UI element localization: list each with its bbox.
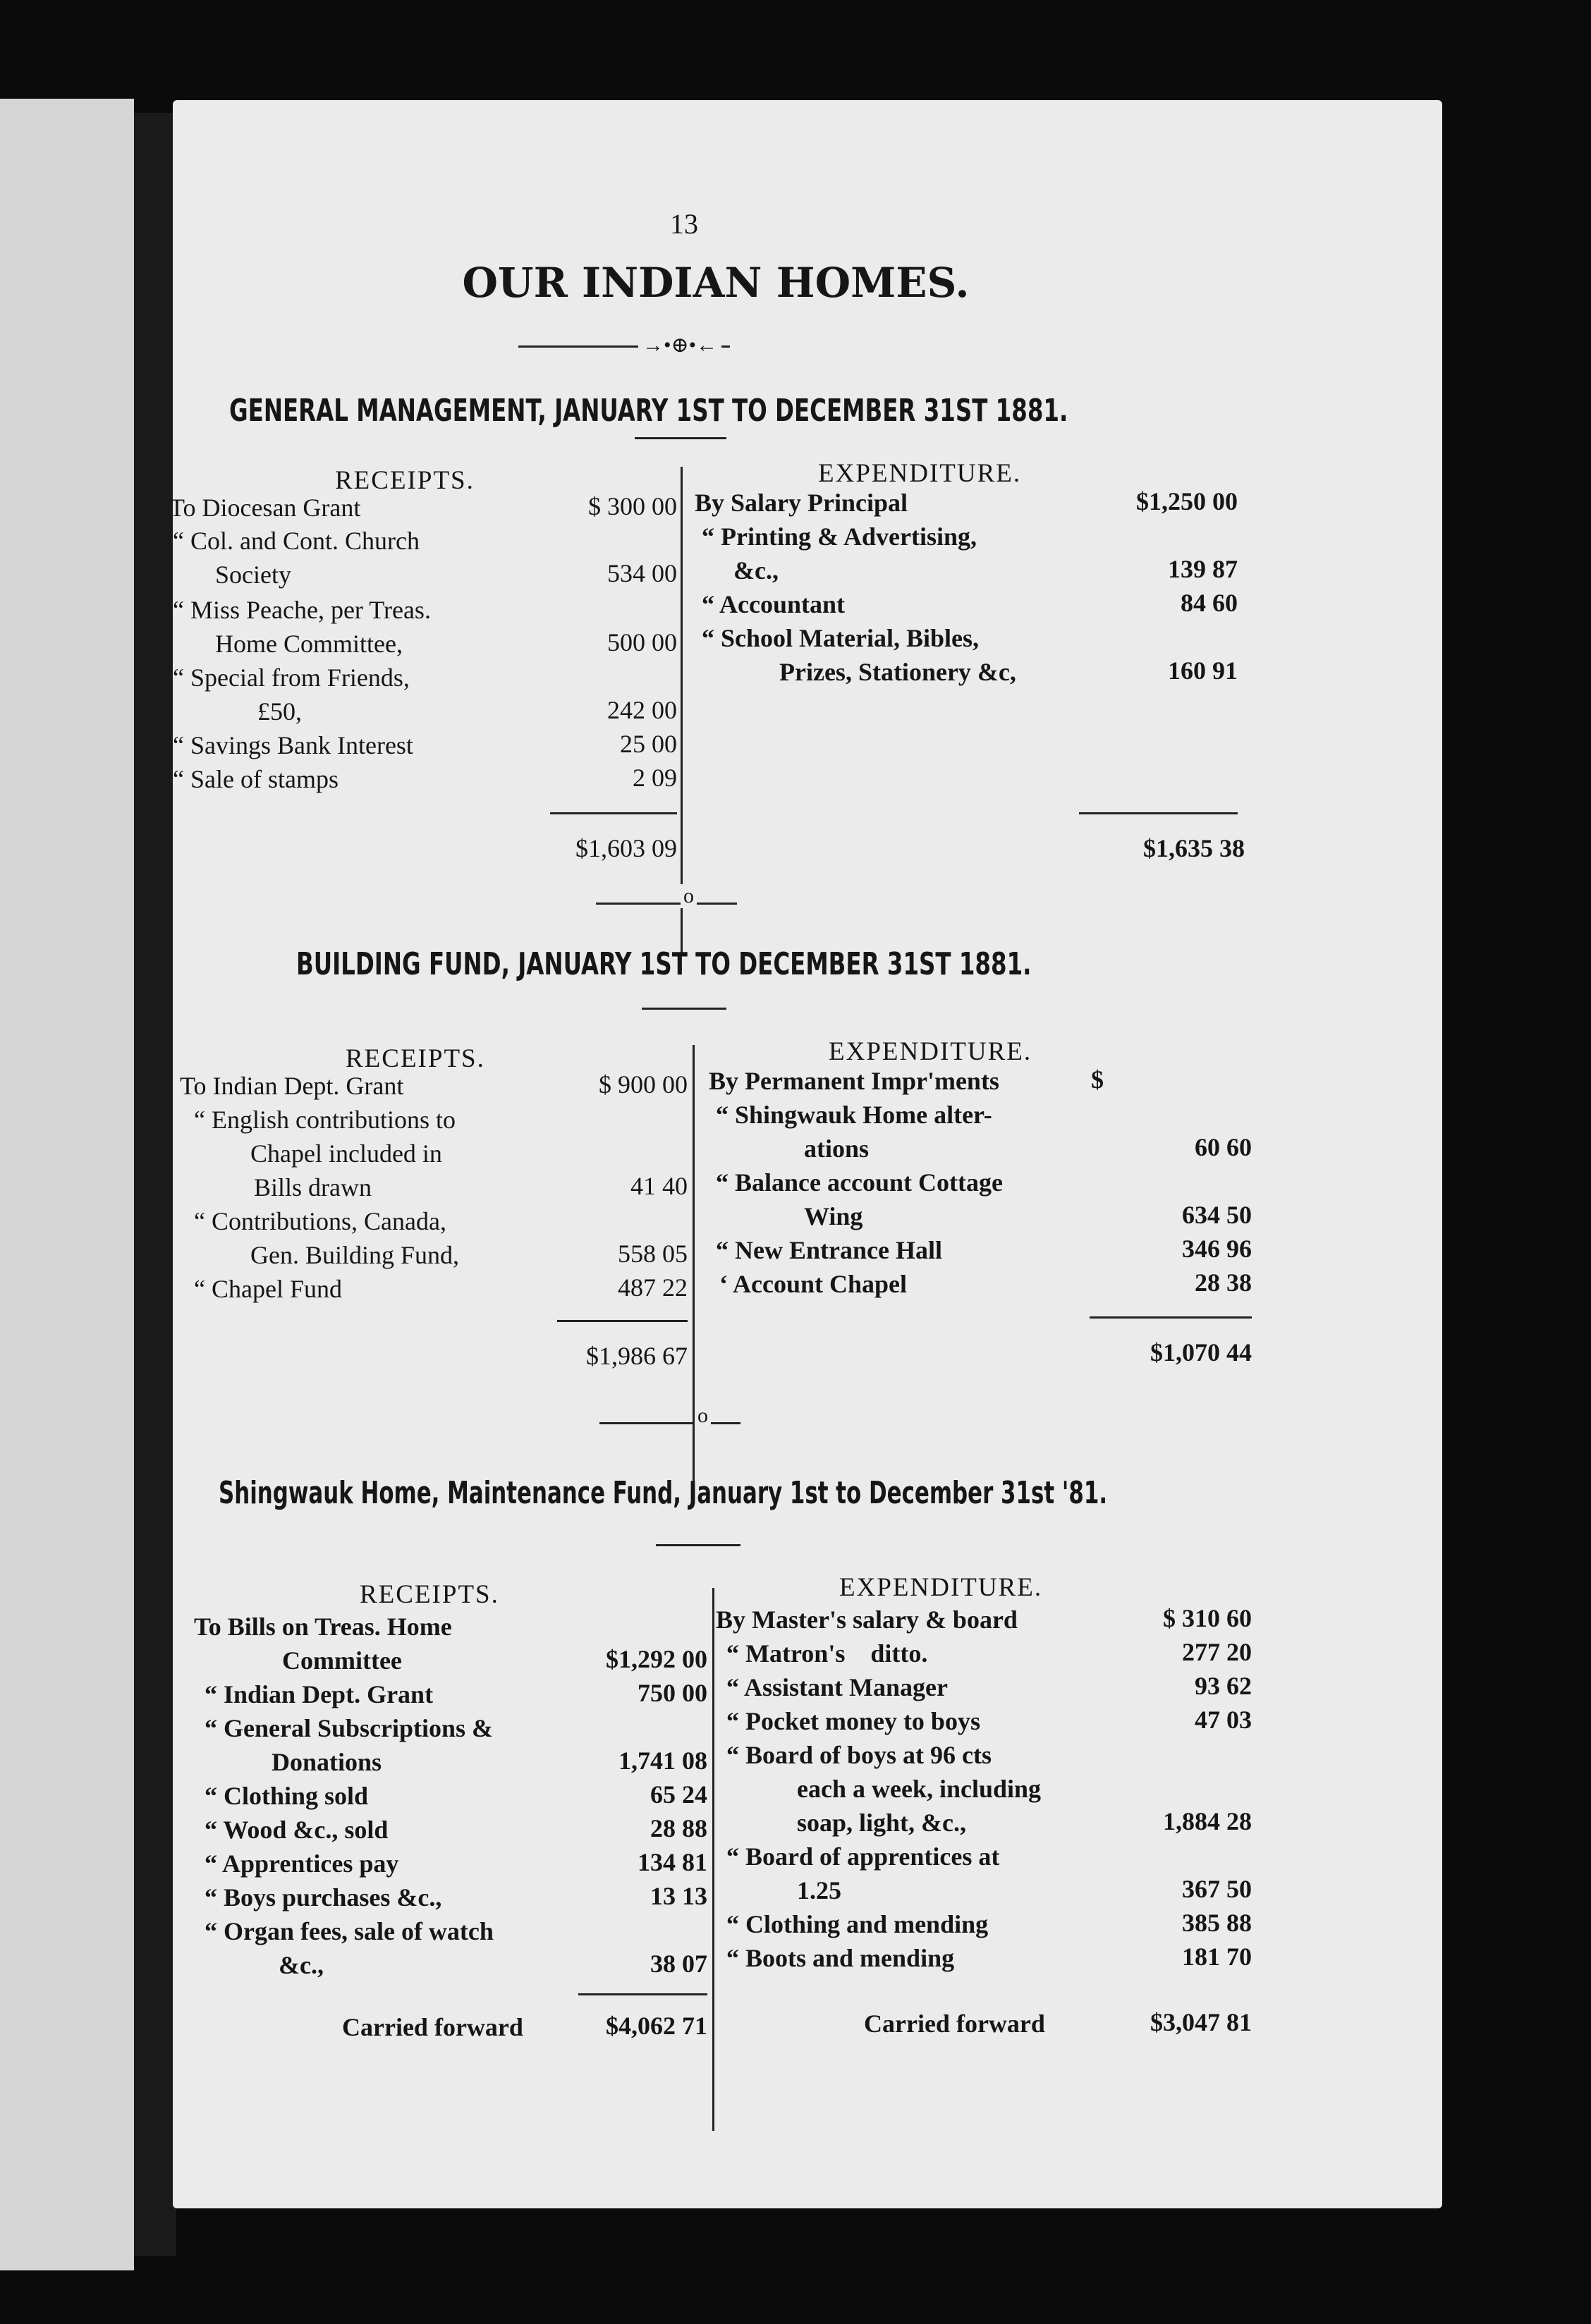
receipt-line: Committee	[282, 1646, 402, 1675]
expenditure-amount: $1,250 00	[1136, 487, 1238, 515]
receipt-line: Home Committee,	[215, 630, 403, 658]
receipt-amount: 500 00	[607, 628, 677, 656]
expenditure-amount: 181 70	[1182, 1943, 1252, 1971]
receipt-amount: $ 900 00	[599, 1070, 688, 1099]
expenditure-amount: 47 03	[1195, 1706, 1252, 1734]
receipt-line: “ Sale of stamps	[173, 765, 339, 793]
receipt-amount: 28 88	[650, 1814, 707, 1842]
expenditure-amount: 160 91	[1168, 656, 1238, 685]
receipts-total: $4,062 71	[606, 2012, 707, 2040]
receipt-amount: 242 00	[607, 696, 677, 724]
carried-forward-label: Carried forward	[342, 2013, 523, 2041]
receipt-amount: 38 07	[650, 1950, 707, 1978]
expenditure-total: $1,070 44	[1150, 1338, 1252, 1366]
receipt-line: “ Apprentices pay	[205, 1849, 399, 1878]
receipt-line: “ English contributions to	[194, 1106, 456, 1134]
section-separator	[599, 1422, 740, 1424]
receipt-line: “ Clothing sold	[205, 1782, 369, 1810]
expenditure-amount: 84 60	[1181, 589, 1238, 617]
receipt-line: “ Savings Bank Interest	[173, 731, 413, 759]
receipt-line: Gen. Building Fund,	[250, 1241, 460, 1269]
section-heading-general-management: GENERAL MANAGEMENT, JANUARY 1ST TO DECEMBER 31ST 1881.	[229, 393, 1068, 429]
receipts-total: $1,603 09	[575, 834, 677, 862]
receipt-amount: 487 22	[618, 1273, 688, 1302]
receipt-line: “ Special from Friends,	[173, 663, 410, 692]
receipt-line: “ Chapel Fund	[194, 1275, 342, 1303]
expenditure-amount: 60 60	[1195, 1133, 1252, 1161]
receipt-line: “ Miss Peache, per Treas.	[173, 596, 431, 624]
expenditure-line: “ Printing & Advertising,	[702, 522, 977, 551]
expenditure-line: soap, light, &c.,	[797, 1809, 967, 1837]
expenditure-heading: EXPENDITURE.	[829, 1037, 1032, 1066]
receipt-amount: 1,741 08	[618, 1747, 707, 1775]
page-edge-shadow	[134, 113, 176, 2256]
column-divider	[712, 1588, 714, 2131]
receipt-line: &c.,	[279, 1951, 324, 1979]
receipt-line: To Diocesan Grant	[169, 494, 361, 522]
receipt-amount: $1,292 00	[606, 1645, 707, 1673]
receipt-amount: 25 00	[620, 730, 677, 758]
adjacent-page-spine	[0, 99, 134, 2270]
expenditure-line: “ Accountant	[702, 590, 846, 618]
receipt-amount: 65 24	[650, 1780, 707, 1809]
title-ornament: →•⊕•←	[638, 333, 721, 357]
expenditure-line: “ School Material, Bibles,	[702, 624, 979, 652]
page-number: 13	[670, 208, 698, 240]
receipts-total: $1,986 67	[586, 1342, 688, 1370]
expenditure-line: “ Board of apprentices at	[726, 1842, 1000, 1871]
total-rule	[550, 812, 677, 814]
expenditure-line: By Master's salary & board	[716, 1606, 1018, 1634]
receipt-line: “ Col. and Cont. Church	[173, 527, 420, 555]
expenditure-line: By Permanent Impr'ments	[709, 1067, 999, 1095]
expenditure-amount: 634 50	[1182, 1201, 1252, 1229]
receipt-amount: 41 40	[630, 1172, 688, 1200]
expenditure-heading: EXPENDITURE.	[839, 1573, 1043, 1602]
expenditure-line: “ Balance account Cottage	[716, 1168, 1003, 1197]
expenditure-amount: 367 50	[1182, 1875, 1252, 1903]
receipt-line: “ Indian Dept. Grant	[205, 1680, 434, 1708]
expenditure-line: Wing	[804, 1202, 863, 1230]
expenditure-line: By Salary Principal	[695, 489, 908, 517]
receipt-amount: 750 00	[638, 1679, 707, 1707]
expenditure-line: “ Clothing and mending	[726, 1910, 989, 1938]
total-rule	[557, 1320, 688, 1322]
total-rule	[578, 1993, 707, 1995]
receipt-line: Donations	[272, 1748, 382, 1776]
separator-mark: o	[695, 1404, 711, 1428]
receipt-amount: 2 09	[633, 764, 677, 792]
section-heading-building-fund: BUILDING FUND, JANUARY 1ST TO DECEMBER 31ST 1881.	[296, 946, 1032, 982]
receipt-line: To Indian Dept. Grant	[180, 1072, 404, 1100]
expenditure-total: $1,635 38	[1143, 834, 1245, 862]
receipt-line: £50,	[257, 697, 302, 726]
expenditure-amount: 93 62	[1195, 1672, 1252, 1700]
receipt-amount: $ 300 00	[588, 492, 677, 520]
receipt-line: Society	[215, 561, 291, 589]
expenditure-amount: 277 20	[1182, 1638, 1252, 1666]
receipt-line: To Bills on Treas. Home	[194, 1613, 452, 1641]
document-page	[169, 100, 1442, 2208]
receipt-line: “ General Subscriptions &	[205, 1714, 494, 1742]
expenditure-line: “ Shingwauk Home alter-	[716, 1101, 992, 1129]
expenditure-line: 1.25	[797, 1876, 841, 1904]
receipt-amount: 13 13	[650, 1882, 707, 1910]
expenditure-amount: 139 87	[1168, 555, 1238, 583]
expenditure-line: ations	[804, 1135, 870, 1163]
expenditure-heading: EXPENDITURE.	[818, 459, 1022, 488]
receipts-heading: RECEIPTS.	[335, 466, 475, 495]
section-heading-maintenance-fund: Shingwauk Home, Maintenance Fund, January 1st to December 31st '81.	[219, 1475, 1108, 1511]
expenditure-line: “ Board of boys at 96 cts	[726, 1741, 992, 1769]
expenditure-amount: 385 88	[1182, 1909, 1252, 1937]
expenditure-amount: $ 310 60	[1163, 1604, 1252, 1632]
total-rule	[1090, 1316, 1252, 1319]
expenditure-amount: 1,884 28	[1163, 1807, 1252, 1835]
section-separator	[596, 903, 737, 905]
receipt-line: Chapel included in	[250, 1139, 442, 1168]
expenditure-line: Prizes, Stationery &c,	[779, 658, 1016, 686]
expenditure-total: $3,047 81	[1150, 2008, 1252, 2036]
expenditure-line: “ Pocket money to boys	[726, 1707, 980, 1735]
receipt-line: “ Boys purchases &c.,	[205, 1883, 442, 1912]
expenditure-line: “ Assistant Manager	[726, 1673, 948, 1701]
receipt-line: “ Contributions, Canada,	[194, 1207, 446, 1235]
total-rule	[1079, 812, 1238, 814]
receipt-line: “ Organ fees, sale of watch	[205, 1917, 494, 1945]
expenditure-line: “ Boots and mending	[726, 1944, 955, 1972]
receipt-line: Bills drawn	[254, 1173, 372, 1201]
column-divider	[681, 467, 683, 953]
receipt-amount: 134 81	[638, 1848, 707, 1876]
receipts-heading: RECEIPTS.	[360, 1580, 499, 1609]
expenditure-line: ‘ Account Chapel	[719, 1270, 908, 1298]
page-title: OUR INDIAN HOMES.	[462, 259, 970, 307]
receipt-amount: 534 00	[607, 559, 677, 587]
separator-mark: o	[681, 884, 697, 908]
expenditure-line: “ New Entrance Hall	[716, 1236, 942, 1264]
expenditure-amount: 346 96	[1182, 1235, 1252, 1263]
section-rule	[642, 1008, 726, 1010]
section-rule	[656, 1544, 740, 1546]
expenditure-amount: 28 38	[1195, 1268, 1252, 1297]
expenditure-line: each a week, including	[797, 1775, 1042, 1803]
receipt-line: “ Wood &c., sold	[205, 1816, 389, 1844]
expenditure-amount: $	[1091, 1065, 1104, 1094]
section-rule	[635, 437, 726, 439]
carried-forward-label: Carried forward	[864, 2010, 1045, 2038]
expenditure-line: “ Matron's ditto.	[726, 1639, 928, 1668]
expenditure-line: &c.,	[733, 556, 779, 585]
receipt-amount: 558 05	[618, 1240, 688, 1268]
receipts-heading: RECEIPTS.	[346, 1044, 485, 1073]
